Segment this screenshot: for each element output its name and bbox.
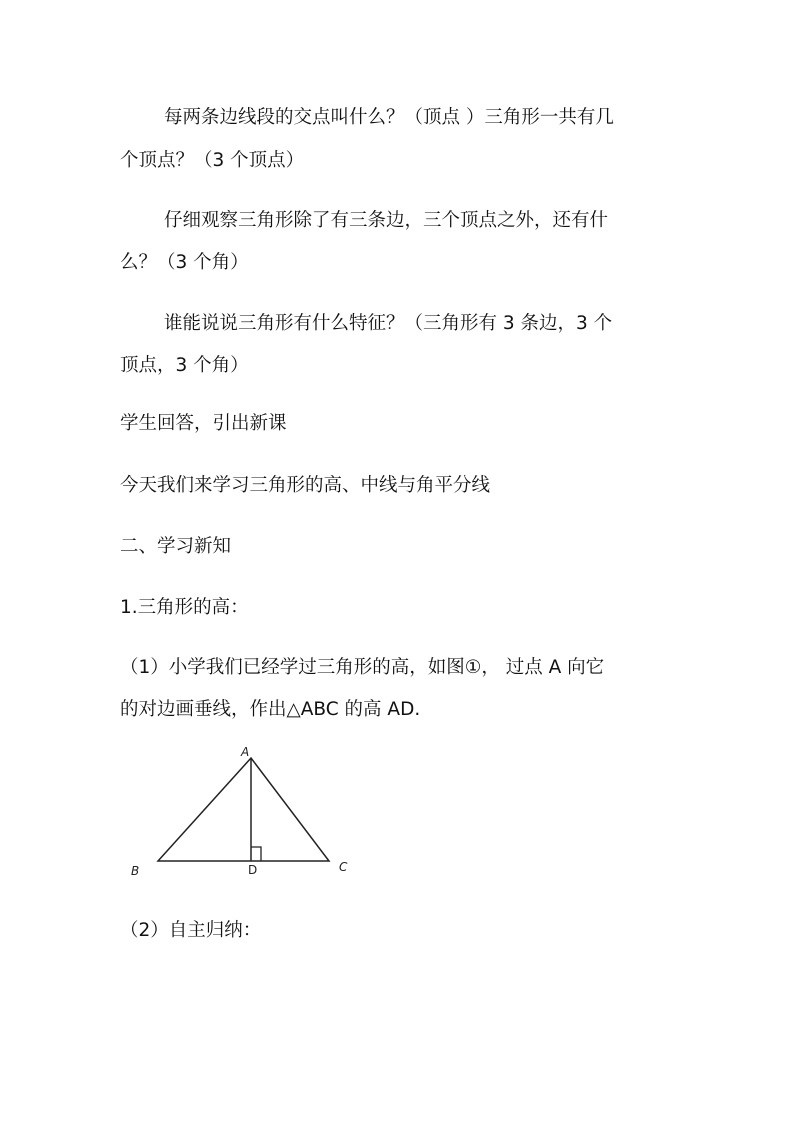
triangle-figure [120,738,360,883]
paragraph-vertex-question [120,96,680,139]
right-angle-mark [251,847,261,861]
label-d: D [248,863,258,877]
paragraph-line: 每两条边线段的交点叫什么？（顶点 ）三角形一共有几 [164,107,614,128]
line-today-topic: 今天我们来学习三角形的高、中线与角平分线 [120,475,491,496]
paragraph-line: 仔细观察三角形除了有三条边，三个顶点之外，还有什 [164,210,609,231]
label-a: A [241,745,250,759]
label-b: B [131,864,140,878]
line-student-answer: 学生回答，引出新课 [120,413,287,434]
subheading-altitude: 1.三角形的高： [120,597,249,618]
section-heading: 二、学习新知 [120,536,232,557]
triangle-abc [158,758,329,861]
paragraph-line: 么？（3 个角） [120,252,249,273]
paragraph-feature-question-cont [120,344,680,387]
label-c: C [339,860,348,874]
step-2-summary: （2）自主归纳： [120,920,262,941]
paragraph-feature-question [120,302,680,345]
paragraph-observe-question [120,199,680,242]
step-1-line-1: （1）小学我们已经学过三角形的高，如图①， 过点 A 向它 [120,657,605,678]
paragraph-line: 个顶点？（3 个顶点） [120,150,305,171]
paragraph-vertex-question-cont [120,139,680,182]
paragraph-observe-question-cont [120,241,680,284]
paragraph-line: 谁能说说三角形有什么特征？（三角形有 3 条边，3 个 [164,313,613,334]
paragraph-line: 顶点，3 个角） [120,355,249,376]
step-1-line-2: 的对边画垂线，作出△ABC 的高 AD. [120,699,421,720]
